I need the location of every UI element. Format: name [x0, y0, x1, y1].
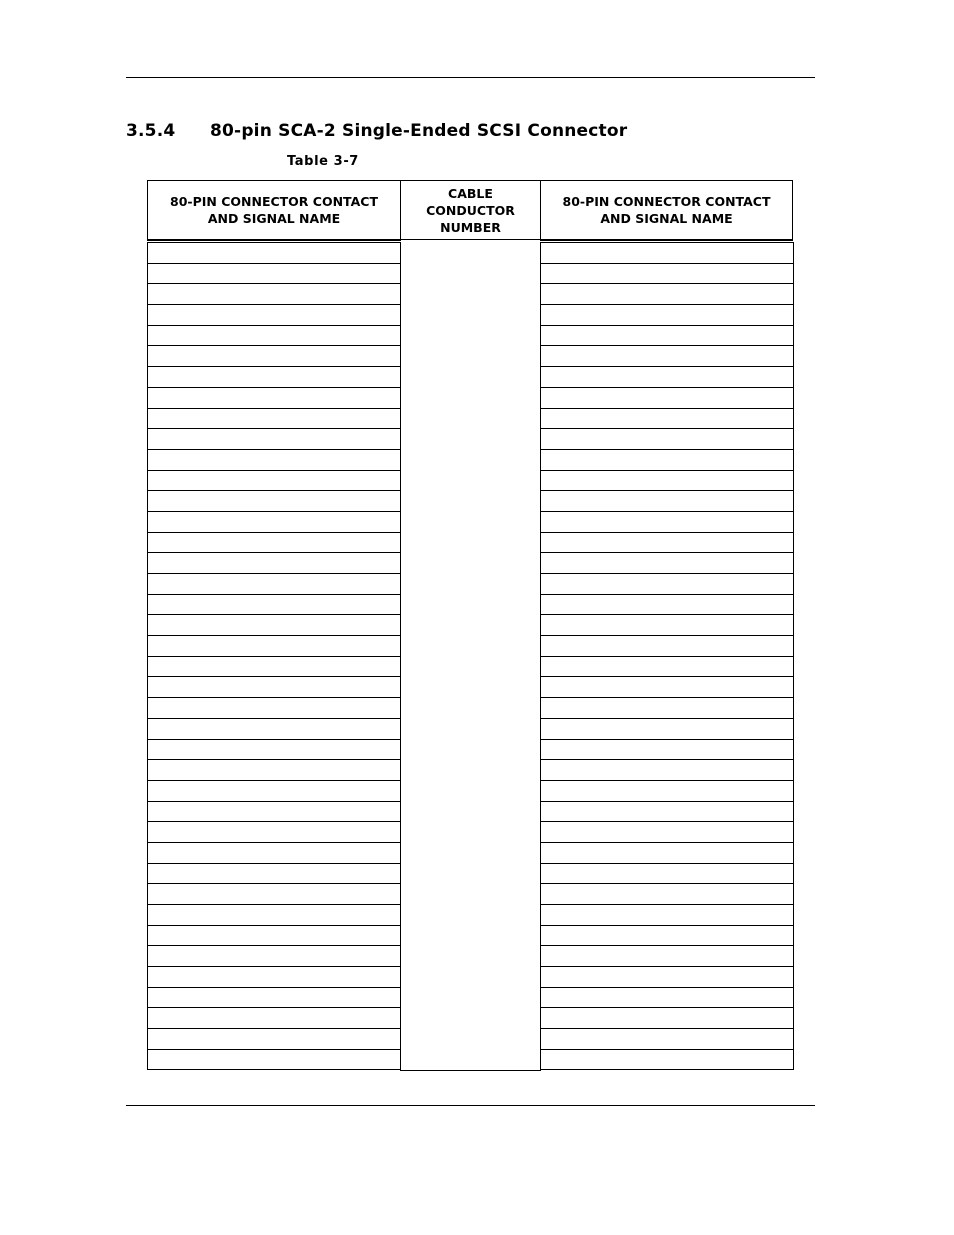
table-row: [540, 408, 794, 429]
table-row: [147, 739, 401, 760]
header-right: [540, 180, 793, 240]
table-row: [540, 263, 794, 284]
table-row: [540, 697, 794, 718]
table-row: [540, 594, 794, 615]
section-number: 3.5.4: [126, 121, 176, 141]
table-row: [540, 739, 794, 760]
header-middle: [400, 180, 541, 240]
left-column: [147, 242, 401, 1070]
table-row: [147, 863, 401, 884]
table-row: [147, 470, 401, 491]
table-row: [540, 1049, 794, 1070]
table-row: [540, 656, 794, 677]
table-row: [147, 697, 401, 718]
table-row: [147, 614, 401, 635]
table-row: [540, 883, 794, 904]
table-row: [147, 490, 401, 511]
table-row: [540, 987, 794, 1008]
cable-conductor-column: [400, 242, 541, 1071]
bottom-rule: [126, 1105, 815, 1106]
table-row: [147, 552, 401, 573]
table-row: [540, 718, 794, 739]
table-row: [147, 759, 401, 780]
table-row: [540, 676, 794, 697]
table-row: [147, 1028, 401, 1049]
table-row: [147, 573, 401, 594]
table-row: [147, 366, 401, 387]
table-row: [540, 511, 794, 532]
table-row: [540, 966, 794, 987]
section-heading: [126, 121, 627, 141]
table-row: [147, 904, 401, 925]
table-row: [540, 366, 794, 387]
header-middle-label: CABLE CONDUCTOR NUMBER: [426, 185, 515, 235]
table-row: [147, 304, 401, 325]
table-row: [147, 821, 401, 842]
table-row: [147, 925, 401, 946]
table-row: [147, 987, 401, 1008]
table-row: [147, 780, 401, 801]
table-row: [540, 904, 794, 925]
top-rule: [126, 77, 815, 78]
section-title: 80-pin SCA-2 Single-Ended SCSI Connector: [210, 121, 628, 141]
table-row: [540, 780, 794, 801]
table-row: [540, 945, 794, 966]
right-column: [540, 242, 794, 1070]
table-row: [147, 449, 401, 470]
table-row: [540, 449, 794, 470]
table-row: [147, 283, 401, 304]
table-row: [147, 594, 401, 615]
table-row: [147, 718, 401, 739]
table-row: [540, 470, 794, 491]
table-row: [147, 842, 401, 863]
table-row: [540, 573, 794, 594]
table-row: [540, 304, 794, 325]
table-row: [540, 801, 794, 822]
table-row: [540, 283, 794, 304]
table-row: [147, 325, 401, 346]
table-row: [540, 1007, 794, 1028]
table-row: [540, 325, 794, 346]
table-row: [147, 966, 401, 987]
table-row: [540, 614, 794, 635]
table-row: [147, 511, 401, 532]
table-row: [147, 676, 401, 697]
table-row: [540, 345, 794, 366]
table-row: [147, 263, 401, 284]
table-row: [540, 1028, 794, 1049]
table-row: [540, 821, 794, 842]
table-row: [540, 925, 794, 946]
header-left-label: 80-PIN CONNECTOR CONTACT AND SIGNAL NAME: [170, 194, 378, 226]
table-row: [147, 408, 401, 429]
table-row: [540, 387, 794, 408]
table-caption: Table 3-7: [287, 154, 359, 169]
table-row: [540, 863, 794, 884]
table-row: [147, 945, 401, 966]
header-right-underline: [540, 240, 793, 241]
table-row: [540, 490, 794, 511]
table-row: [540, 552, 794, 573]
table-row: [147, 428, 401, 449]
header-right-label: 80-PIN CONNECTOR CONTACT AND SIGNAL NAME: [562, 194, 771, 226]
table-row: [540, 532, 794, 553]
table-row: [540, 242, 794, 263]
table-row: [540, 759, 794, 780]
table-row: [147, 1049, 401, 1070]
table-row: [147, 345, 401, 366]
table-row: [540, 635, 794, 656]
header-left: [147, 180, 401, 240]
table-row: [147, 801, 401, 822]
table-row: [147, 656, 401, 677]
table-row: [540, 842, 794, 863]
table-row: [147, 532, 401, 553]
header-left-underline: [147, 240, 401, 241]
table-row: [147, 387, 401, 408]
table-row: [147, 242, 401, 263]
table-row: [147, 883, 401, 904]
table-row: [540, 428, 794, 449]
table-row: [147, 635, 401, 656]
table-row: [147, 1007, 401, 1028]
